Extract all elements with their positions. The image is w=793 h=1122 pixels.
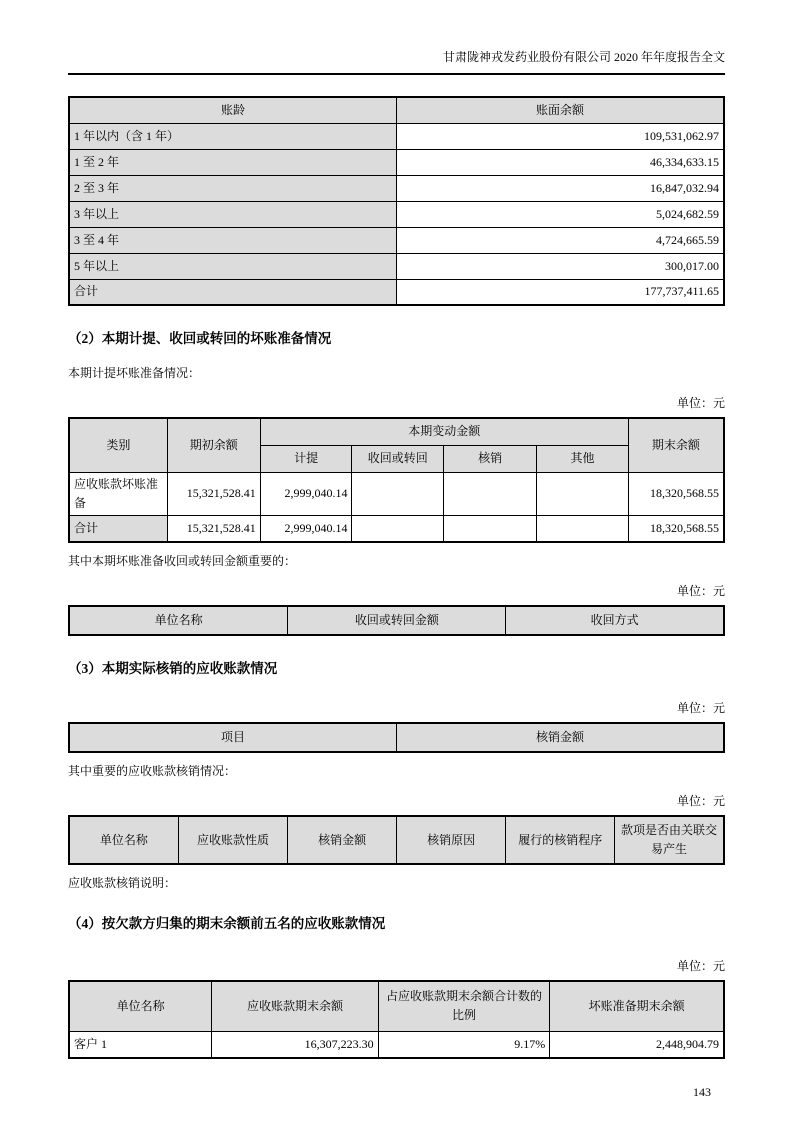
detail-col-unit: 单位名称 — [69, 816, 178, 864]
provision-header-row-1 — [69, 418, 724, 445]
provision-recover — [352, 472, 444, 515]
table-row — [69, 227, 724, 253]
writeoff-explain-text: 应收账款核销说明： — [68, 876, 177, 890]
top5-col-unit: 单位名称 — [69, 981, 212, 1031]
provision-category: 合计 — [69, 515, 167, 542]
top5-col-provision: 坏账准备期末余额 — [550, 981, 724, 1031]
section-3-heading: （3）本期实际核销的应收账款情况 — [68, 661, 278, 676]
provision-total-row — [69, 515, 724, 542]
provision-col-category: 类别 — [69, 418, 167, 472]
provision-opening: 15,321,528.41 — [167, 472, 260, 515]
provision-col-closing: 期末余额 — [628, 418, 724, 472]
provision-col-accrual: 计提 — [260, 445, 352, 472]
aging-col-age: 账龄 — [69, 97, 397, 123]
top5-customer-ratio: 9.17% — [378, 1031, 550, 1058]
aging-label: 1 至 2 年 — [69, 149, 397, 175]
aging-value: 177,737,411.65 — [397, 279, 725, 305]
unit-label: 单位：元 — [676, 584, 725, 598]
provision-closing: 18,320,568.55 — [628, 515, 724, 542]
recovery-col-method: 收回方式 — [506, 606, 724, 635]
recovery-header-row — [69, 606, 724, 635]
detail-col-procedure: 履行的核销程序 — [506, 816, 615, 864]
provision-col-other: 其他 — [537, 445, 629, 472]
detail-col-nature: 应收账款性质 — [178, 816, 287, 864]
provision-col-change-group: 本期变动金额 — [260, 418, 628, 445]
top5-col-ratio: 占应收账款期末余额合计数的比例 — [378, 981, 550, 1031]
aging-value: 4,724,665.59 — [397, 227, 725, 253]
writeoff-table — [68, 722, 725, 753]
recovery-col-unit: 单位名称 — [69, 606, 288, 635]
provision-col-recover: 收回或转回 — [352, 445, 444, 472]
aging-value: 300,017.00 — [397, 253, 725, 279]
aging-value: 46,334,633.15 — [397, 149, 725, 175]
aging-value: 16,847,032.94 — [397, 175, 725, 201]
provision-other — [537, 515, 629, 542]
unit-label: 单位：元 — [676, 794, 725, 808]
aging-table — [68, 96, 725, 306]
provision-table — [68, 417, 725, 543]
provision-other — [537, 472, 629, 515]
aging-label: 1 年以内（含 1 年） — [69, 123, 397, 149]
unit-label: 单位：元 — [676, 396, 725, 410]
aging-label: 3 年以上 — [69, 201, 397, 227]
top5-table — [68, 980, 725, 1059]
writeoff-detail-table — [68, 815, 725, 865]
section-2-heading: （2）本期计提、收回或转回的坏账准备情况 — [68, 331, 332, 346]
recovery-col-amount: 收回或转回金额 — [288, 606, 506, 635]
important-writeoff-note-text: 其中重要的应收账款核销情况： — [68, 764, 237, 778]
table-row — [69, 253, 724, 279]
table-row — [69, 1031, 724, 1058]
top5-header-row — [69, 981, 724, 1031]
aging-total-row — [69, 279, 724, 305]
aging-label: 合计 — [69, 279, 397, 305]
provision-category: 应收账款坏账准备 — [69, 472, 167, 515]
table-row — [69, 201, 724, 227]
aging-label: 2 至 3 年 — [69, 175, 397, 201]
top5-customer-balance: 16,307,223.30 — [212, 1031, 378, 1058]
provision-writeoff — [444, 515, 537, 542]
top5-customer-name: 客户 1 — [69, 1031, 212, 1058]
writeoff-detail-header-row — [69, 816, 724, 864]
provision-col-writeoff: 核销 — [444, 445, 537, 472]
aging-value: 5,024,682.59 — [397, 201, 725, 227]
recovery-table — [68, 605, 725, 636]
detail-col-amount: 核销金额 — [288, 816, 397, 864]
top5-customer-provision: 2,448,904.79 — [550, 1031, 724, 1058]
unit-label: 单位：元 — [676, 959, 725, 973]
table-row — [69, 472, 724, 515]
provision-opening: 15,321,528.41 — [167, 515, 260, 542]
page-header — [68, 50, 725, 75]
detail-col-related: 款项是否由关联交易产生 — [615, 816, 724, 864]
top5-col-balance: 应收账款期末余额 — [212, 981, 378, 1031]
provision-intro-text: 本期计提坏账准备情况： — [68, 366, 201, 380]
aging-label: 3 至 4 年 — [69, 227, 397, 253]
table-row — [69, 175, 724, 201]
provision-accrual: 2,999,040.14 — [260, 472, 352, 515]
aging-header-row — [69, 97, 724, 123]
writeoff-header-row — [69, 723, 724, 752]
provision-recover — [352, 515, 444, 542]
writeoff-col-amount: 核销金额 — [397, 723, 725, 752]
report-title: 甘肃陇神戎发药业股份有限公司 2020 年年度报告全文 — [442, 50, 725, 64]
aging-col-balance: 账面余额 — [397, 97, 725, 123]
page-number: 143 — [693, 1085, 711, 1099]
section-4-heading: （4）按欠款方归集的期末余额前五名的应收账款情况 — [68, 916, 386, 931]
recover-note-text: 其中本期坏账准备收回或转回金额重要的： — [68, 554, 297, 568]
table-row — [69, 123, 724, 149]
provision-accrual: 2,999,040.14 — [260, 515, 352, 542]
table-row — [69, 149, 724, 175]
provision-writeoff — [444, 472, 537, 515]
writeoff-col-item: 项目 — [69, 723, 397, 752]
unit-label: 单位：元 — [676, 701, 725, 715]
aging-label: 5 年以上 — [69, 253, 397, 279]
provision-col-opening: 期初余额 — [167, 418, 260, 472]
detail-col-reason: 核销原因 — [396, 816, 505, 864]
provision-closing: 18,320,568.55 — [628, 472, 724, 515]
aging-value: 109,531,062.97 — [397, 123, 725, 149]
